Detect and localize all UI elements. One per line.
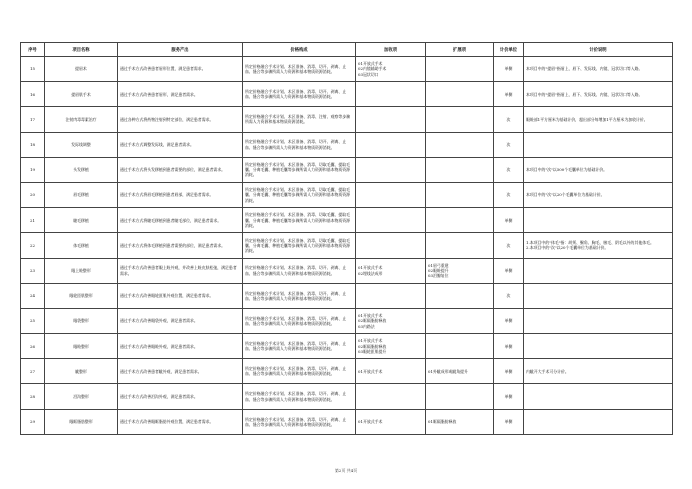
price-composition-cell xyxy=(243,409,356,434)
table-row xyxy=(21,359,673,384)
item-name-cell xyxy=(45,384,118,409)
item-name-cell xyxy=(45,182,118,207)
item-name-cell xyxy=(45,107,118,132)
row-number-cell xyxy=(21,208,45,233)
pricing-note-cell xyxy=(524,384,673,409)
service-output-cell xyxy=(118,258,243,283)
price-composition-text: 所定价格融合手术计划、术区准备、消毒、切取毛囊、提取毛囊、分离毛囊、种植毛囊等步骤所需人力资源和基本物质资源消耗。 xyxy=(245,237,351,253)
surcharge-items-cell xyxy=(356,308,426,333)
pricing-note-cell xyxy=(524,82,673,107)
pricing-note-text: 本项目中的"提眉"指眉上、眉下、发际线、内镜、冠状切口等入路。 xyxy=(526,91,643,97)
extension-items-text: 01眶隔脂肪释放 xyxy=(428,419,457,425)
pricing-unit-text: 次 xyxy=(506,167,511,173)
price-composition-text: 所定价格融合手术计划、术区准备、消毒、切开、剥离、止血、缝合等步骤所需人力资源和基本物质资源消耗。 xyxy=(245,265,347,276)
pricing-note-cell xyxy=(524,359,673,384)
price-composition-text: 所定价格融合手术计划、术区准备、消毒、切开、剥离、止血、缝合等步骤所需人力资源和基本物质资源消耗。 xyxy=(245,416,347,427)
pricing-unit-text: 单侧 xyxy=(504,267,513,273)
price-composition-cell xyxy=(243,359,356,384)
table-body xyxy=(21,57,673,435)
service-output-cell xyxy=(118,208,243,233)
pricing-unit-cell xyxy=(494,57,524,82)
pricing-unit-cell xyxy=(494,384,524,409)
surcharge-items-text: 01开放式手术 xyxy=(358,419,383,425)
item-name-cell xyxy=(45,308,118,333)
service-output-text: 通过手术方式改善眼袋外观，满足患者需求。 xyxy=(120,318,198,324)
item-name-text: 眼袋整形 xyxy=(73,318,89,324)
pricing-note-cell xyxy=(524,107,673,132)
pricing-note-cell xyxy=(524,132,673,157)
row-number-cell xyxy=(21,132,45,157)
item-name-cell xyxy=(45,132,118,157)
row-number-cell xyxy=(21,82,45,107)
price-composition-text: 所定价格融合手术计划、术区准备、消毒、切开、剥离、止血、缝合等步骤所需人力资源和基本物质资源消耗。 xyxy=(245,290,347,301)
price-composition-text: 所定价格融合手术计划、术区准备、消毒、切取毛囊、提取毛囊、分离毛囊、种植毛囊等步骤所需人力资源和基本物质资源消耗。 xyxy=(245,212,351,228)
row-number-text: 26 xyxy=(30,343,35,349)
extension-items-cell xyxy=(426,107,494,132)
col-header-extra: 加收项 xyxy=(356,43,426,57)
table-row xyxy=(21,82,673,107)
pricing-note-cell xyxy=(524,308,673,333)
row-number-text: 15 xyxy=(30,66,35,72)
price-composition-cell xyxy=(243,384,356,409)
price-composition-cell xyxy=(243,132,356,157)
extension-items-cell xyxy=(426,233,494,258)
service-output-cell xyxy=(118,359,243,384)
price-composition-text: 所定价格融合手术计划、术区准备、消毒、切取毛囊、提取毛囊、分离毛囊、种植毛囊等步骤所需人力资源和基本物质资源消耗。 xyxy=(245,162,351,178)
item-name-cell xyxy=(45,157,118,182)
table-row xyxy=(21,182,673,207)
item-name-text: 眼轮匝肌整形 xyxy=(69,293,93,299)
table-row xyxy=(21,57,673,82)
service-output-cell xyxy=(118,57,243,82)
item-name-cell xyxy=(45,359,118,384)
table-row xyxy=(21,258,673,283)
price-composition-cell xyxy=(243,334,356,359)
pricing-note-text: 1.本项目中的"体毛"指：胡须、鬓角、胸毛、腋毛、阴毛以外的其他体毛。 2.本项目中的"次"以20个毛囊单位为基础计价。 xyxy=(526,240,654,251)
surcharge-items-text: 01开放式手术 02内镜辅助手术 03冠状切口 xyxy=(358,61,387,77)
item-name-text: 眼眶脂肪整形 xyxy=(69,419,93,425)
price-composition-cell xyxy=(243,308,356,333)
extension-items-text: 01眉弓重建 02眼睑提升 03泪腺复位 xyxy=(428,262,449,279)
price-composition-cell xyxy=(243,208,356,233)
pricing-note-cell xyxy=(524,409,673,434)
row-number-cell xyxy=(21,334,45,359)
extension-items-cell xyxy=(426,157,494,182)
surcharge-items-cell xyxy=(356,107,426,132)
service-output-text: 通过手术方式调整发际线，满足患者需求。 xyxy=(120,142,194,148)
surcharge-items-text: 01开放式手术 02眶隔脂肪释放 03内路法 xyxy=(358,313,387,329)
surcharge-items-text: 01开放式手术 02眶隔脂肪释放 03眼轮匝肌提升 xyxy=(358,338,387,354)
price-composition-cell xyxy=(243,82,356,107)
price-composition-text: 所定价格融合手术计划、术区准备、消毒、切开、剥离、止血、缝合等步骤所需人力资源和基本物质资源消耗。 xyxy=(245,63,347,75)
price-composition-text: 所定价格融合手术计划、术区准备、消毒、切开、剥离、止血、缝合等步骤所需人力资源和基本物质资源消耗。 xyxy=(245,139,347,150)
surcharge-items-cell xyxy=(356,409,426,434)
pricing-note-cell xyxy=(524,258,673,283)
row-number-text: 21 xyxy=(30,217,35,223)
item-name-text: 眦整形 xyxy=(75,368,87,374)
pricing-note-cell xyxy=(524,283,673,308)
pricing-unit-text: 单侧 xyxy=(504,368,513,374)
pricing-unit-cell xyxy=(494,208,524,233)
pricing-unit-cell xyxy=(494,82,524,107)
extension-items-cell xyxy=(426,334,494,359)
row-number-cell xyxy=(21,157,45,182)
price-composition-text: 所定价格融合手术计划、术区准备、消毒、切开、剥离、止血、缝合等步骤所需人力资源和基本物质资源消耗。 xyxy=(245,89,347,100)
price-composition-text: 所定价格融合手术计划、术区准备、消毒、切开、剥离、止血、缝合等步骤所需人力资源和基本物质资源消耗。 xyxy=(245,340,347,352)
service-output-cell xyxy=(118,308,243,333)
pricing-note-cell xyxy=(524,233,673,258)
pricing-note-cell xyxy=(524,334,673,359)
service-output-text: 通过手术方式将眉毛移植到患者眉部，满足患者需求。 xyxy=(120,192,214,198)
service-output-cell xyxy=(118,283,243,308)
pricing-unit-cell xyxy=(494,283,524,308)
service-output-text: 通过手术方式改善眼轮匝肌外观位置，满足患者需求。 xyxy=(120,293,214,299)
row-number-text: 18 xyxy=(30,142,35,148)
table-row xyxy=(21,283,673,308)
page-number: 第2页 共4页 xyxy=(334,468,358,473)
item-name-text: 发际线调整 xyxy=(71,142,91,148)
service-output-text: 通过手术方式改善患者眉形位置，满足患者需求。 xyxy=(120,66,206,72)
service-output-cell xyxy=(118,157,243,182)
row-number-text: 22 xyxy=(30,242,35,248)
extension-items-cell xyxy=(426,57,494,82)
col-header-name: 项目名称 xyxy=(45,43,118,57)
row-number-cell xyxy=(21,359,45,384)
col-header-note: 计价说明 xyxy=(524,43,673,57)
pricing-unit-cell xyxy=(494,409,524,434)
item-name-cell xyxy=(45,283,118,308)
surcharge-items-text: 01开放式手术 xyxy=(358,368,383,374)
surcharge-items-cell xyxy=(356,208,426,233)
row-number-cell xyxy=(21,182,45,207)
surcharge-items-cell xyxy=(356,283,426,308)
surcharge-items-cell xyxy=(356,82,426,107)
service-output-cell xyxy=(118,233,243,258)
pricing-unit-text: 单侧 xyxy=(504,66,513,72)
pricing-unit-cell xyxy=(494,359,524,384)
row-number-text: 24 xyxy=(30,293,35,299)
item-name-text: 头发移植 xyxy=(73,167,89,173)
pricing-unit-cell xyxy=(494,258,524,283)
row-number-cell xyxy=(21,308,45,333)
pricing-note-text: 本项目中的"提眉"指眉上、眉下、发际线、内镜、冠状切口等入路。 xyxy=(526,66,643,72)
item-name-text: 眼上睑整形 xyxy=(71,267,91,273)
pricing-note-text: 本项目中的"次"以500个毛囊单位为基础计价。 xyxy=(526,167,608,173)
row-number-cell xyxy=(21,57,45,82)
table-row xyxy=(21,132,673,157)
table-row xyxy=(21,157,673,182)
price-composition-cell xyxy=(243,182,356,207)
surcharge-items-cell xyxy=(356,334,426,359)
pricing-unit-text: 次 xyxy=(506,293,511,299)
price-composition-text: 所定价格融合手术计划、术区准备、消毒、切开、剥离、止血、缝合等步骤所需人力资源和基本物质资源消耗。 xyxy=(245,366,347,377)
pricing-unit-cell xyxy=(494,308,524,333)
item-name-cell xyxy=(45,258,118,283)
service-output-text: 通过各种方式将药物注射到特定部位，满足患者需求。 xyxy=(120,116,214,122)
table-row xyxy=(21,233,673,258)
pricing-unit-text: 单侧 xyxy=(504,393,513,399)
col-header-price: 价格构成 xyxy=(243,43,356,57)
surcharge-items-cell xyxy=(356,384,426,409)
price-composition-cell xyxy=(243,57,356,82)
pricing-unit-text: 单侧 xyxy=(504,343,513,349)
pricing-note-text: 内眦开大手术可分计价。 xyxy=(526,368,569,374)
row-number-cell xyxy=(21,283,45,308)
pricing-note-text: 本项目中的"次"以20个毛囊单位为基础计价。 xyxy=(526,192,605,198)
item-name-text: 体毛移植 xyxy=(73,242,89,248)
extension-items-cell xyxy=(426,384,494,409)
pricing-unit-text: 单侧 xyxy=(504,419,513,425)
pricing-note-text: 眼睑部1平方厘米为基础计价，超出部分每增加1平方厘米为加收计价。 xyxy=(526,116,648,122)
pricing-unit-cell xyxy=(494,157,524,182)
extension-items-cell xyxy=(426,283,494,308)
price-composition-text: 所定价格融合手术计划、术区准备、消毒、切开、剥离、止血、缝合等步骤所需人力资源和基本物质资源消耗。 xyxy=(245,315,347,326)
col-header-expand: 扩展项 xyxy=(426,43,494,57)
price-composition-text: 所定价格融合手术计划、术区准备、消毒、切取毛囊、提取毛囊、分离毛囊、种植毛囊等步骤所需人力资源和基本物质资源消耗。 xyxy=(245,187,351,203)
service-output-cell xyxy=(118,182,243,207)
surcharge-items-cell xyxy=(356,258,426,283)
row-number-text: 19 xyxy=(30,167,35,173)
service-output-text: 通过手术方式将睫毛移植到患者睫毛部位，满足患者需求。 xyxy=(120,217,222,223)
item-name-cell xyxy=(45,82,118,107)
surcharge-items-cell xyxy=(356,233,426,258)
row-number-text: 16 xyxy=(30,91,35,97)
service-output-text: 通过手术方式改善泪沟外观，满足患者需求。 xyxy=(120,393,198,399)
row-number-cell xyxy=(21,409,45,434)
table-row xyxy=(21,384,673,409)
surcharge-items-cell xyxy=(356,132,426,157)
surcharge-items-text: 01开放式手术 02埋线法成形 xyxy=(358,265,383,276)
extension-items-cell xyxy=(426,258,494,283)
extension-items-cell xyxy=(426,182,494,207)
extension-items-cell xyxy=(426,82,494,107)
pricing-unit-text: 次 xyxy=(506,242,511,248)
price-table xyxy=(20,42,673,435)
table-row xyxy=(21,308,673,333)
extension-items-cell xyxy=(426,132,494,157)
service-output-text: 通过手术方式将体毛移植到患者需要的部位，满足患者需求。 xyxy=(120,242,226,248)
table-row xyxy=(21,107,673,132)
item-name-text: 睫毛移植 xyxy=(73,217,89,223)
extension-items-cell xyxy=(426,409,494,434)
row-number-cell xyxy=(21,258,45,283)
extension-items-cell xyxy=(426,208,494,233)
col-header-output: 服务产出 xyxy=(118,43,243,57)
pricing-unit-cell xyxy=(494,233,524,258)
extension-items-cell xyxy=(426,308,494,333)
price-composition-cell xyxy=(243,157,356,182)
col-header-no: 序号 xyxy=(21,43,45,57)
pricing-unit-text: 次 xyxy=(506,116,511,122)
row-number-text: 28 xyxy=(30,393,35,399)
service-output-cell xyxy=(118,384,243,409)
pricing-unit-cell xyxy=(494,182,524,207)
item-name-text: 提眉肌手术 xyxy=(71,91,91,97)
pricing-unit-text: 单侧 xyxy=(504,217,513,223)
service-output-text: 通过手术方式改善患者眼上睑外观，并改善上睑皮肤松弛，满足患者需求。 xyxy=(120,265,237,276)
service-output-cell xyxy=(118,132,243,157)
row-number-text: 29 xyxy=(30,419,35,425)
item-name-text: 眉毛移植 xyxy=(73,192,89,198)
table-row xyxy=(21,409,673,434)
pricing-note-cell xyxy=(524,182,673,207)
item-name-text: 泪沟整形 xyxy=(73,393,89,399)
row-number-cell xyxy=(21,107,45,132)
col-header-unit: 计价单位 xyxy=(494,43,524,57)
service-output-cell xyxy=(118,82,243,107)
extension-items-cell xyxy=(426,359,494,384)
item-name-text: 眼睑整形 xyxy=(73,343,89,349)
table-row xyxy=(21,334,673,359)
item-name-cell xyxy=(45,233,118,258)
item-name-text: 注射肉毒毒素治疗 xyxy=(65,116,97,122)
row-number-cell xyxy=(21,233,45,258)
row-number-text: 23 xyxy=(30,267,35,273)
service-output-text: 通过手术方式改善眼眶脂肪外观位置，满足患者需求。 xyxy=(120,419,214,425)
pricing-note-cell xyxy=(524,157,673,182)
service-output-text: 通过手术方式改善眼睑外观，满足患者需求。 xyxy=(120,343,198,349)
surcharge-items-cell xyxy=(356,157,426,182)
row-number-text: 25 xyxy=(30,318,35,324)
surcharge-items-cell xyxy=(356,359,426,384)
pricing-unit-cell xyxy=(494,334,524,359)
row-number-cell xyxy=(21,384,45,409)
pricing-unit-text: 次 xyxy=(506,142,511,148)
extension-items-text: 01外眦成形或眦角提升 xyxy=(428,368,468,374)
service-output-cell xyxy=(118,334,243,359)
table-row xyxy=(21,208,673,233)
item-name-cell xyxy=(45,334,118,359)
row-number-text: 27 xyxy=(30,368,35,374)
item-name-cell xyxy=(45,57,118,82)
pricing-note-cell xyxy=(524,208,673,233)
surcharge-items-cell xyxy=(356,182,426,207)
pricing-unit-text: 单侧 xyxy=(504,318,513,324)
price-composition-cell xyxy=(243,258,356,283)
service-output-text: 通过手术方式将头发移植到患者需要的部位，满足患者需求。 xyxy=(120,167,226,173)
pricing-unit-cell xyxy=(494,132,524,157)
item-name-cell xyxy=(45,409,118,434)
pricing-unit-text: 次 xyxy=(506,192,511,198)
service-output-text: 通过手术方式改善患者眦外观，满足患者需求。 xyxy=(120,368,202,374)
price-table-sheet xyxy=(20,42,672,435)
service-output-text: 通过手术方式改善患者眉形，满足患者需求。 xyxy=(120,91,198,97)
price-composition-text: 所定价格融合手术计划、术区准备、消毒、切开、剥离、止血、缝合等步骤所需人力资源和基本物质资源消耗。 xyxy=(245,391,347,402)
price-composition-text: 所定价格融合手术计划、术区准备、消毒、注射、观察等步骤所需人力资源和基本物质资源消耗。 xyxy=(245,114,351,125)
row-number-text: 20 xyxy=(30,192,35,198)
table-header-row xyxy=(21,43,673,57)
item-name-cell xyxy=(45,208,118,233)
service-output-cell xyxy=(118,409,243,434)
price-composition-cell xyxy=(243,233,356,258)
service-output-cell xyxy=(118,107,243,132)
item-name-text: 提眉术 xyxy=(75,66,87,72)
surcharge-items-cell xyxy=(356,57,426,82)
price-composition-cell xyxy=(243,107,356,132)
pricing-unit-text: 单侧 xyxy=(504,91,513,97)
pricing-unit-cell xyxy=(494,107,524,132)
row-number-text: 17 xyxy=(30,116,35,122)
pricing-note-cell xyxy=(524,57,673,82)
price-composition-cell xyxy=(243,283,356,308)
